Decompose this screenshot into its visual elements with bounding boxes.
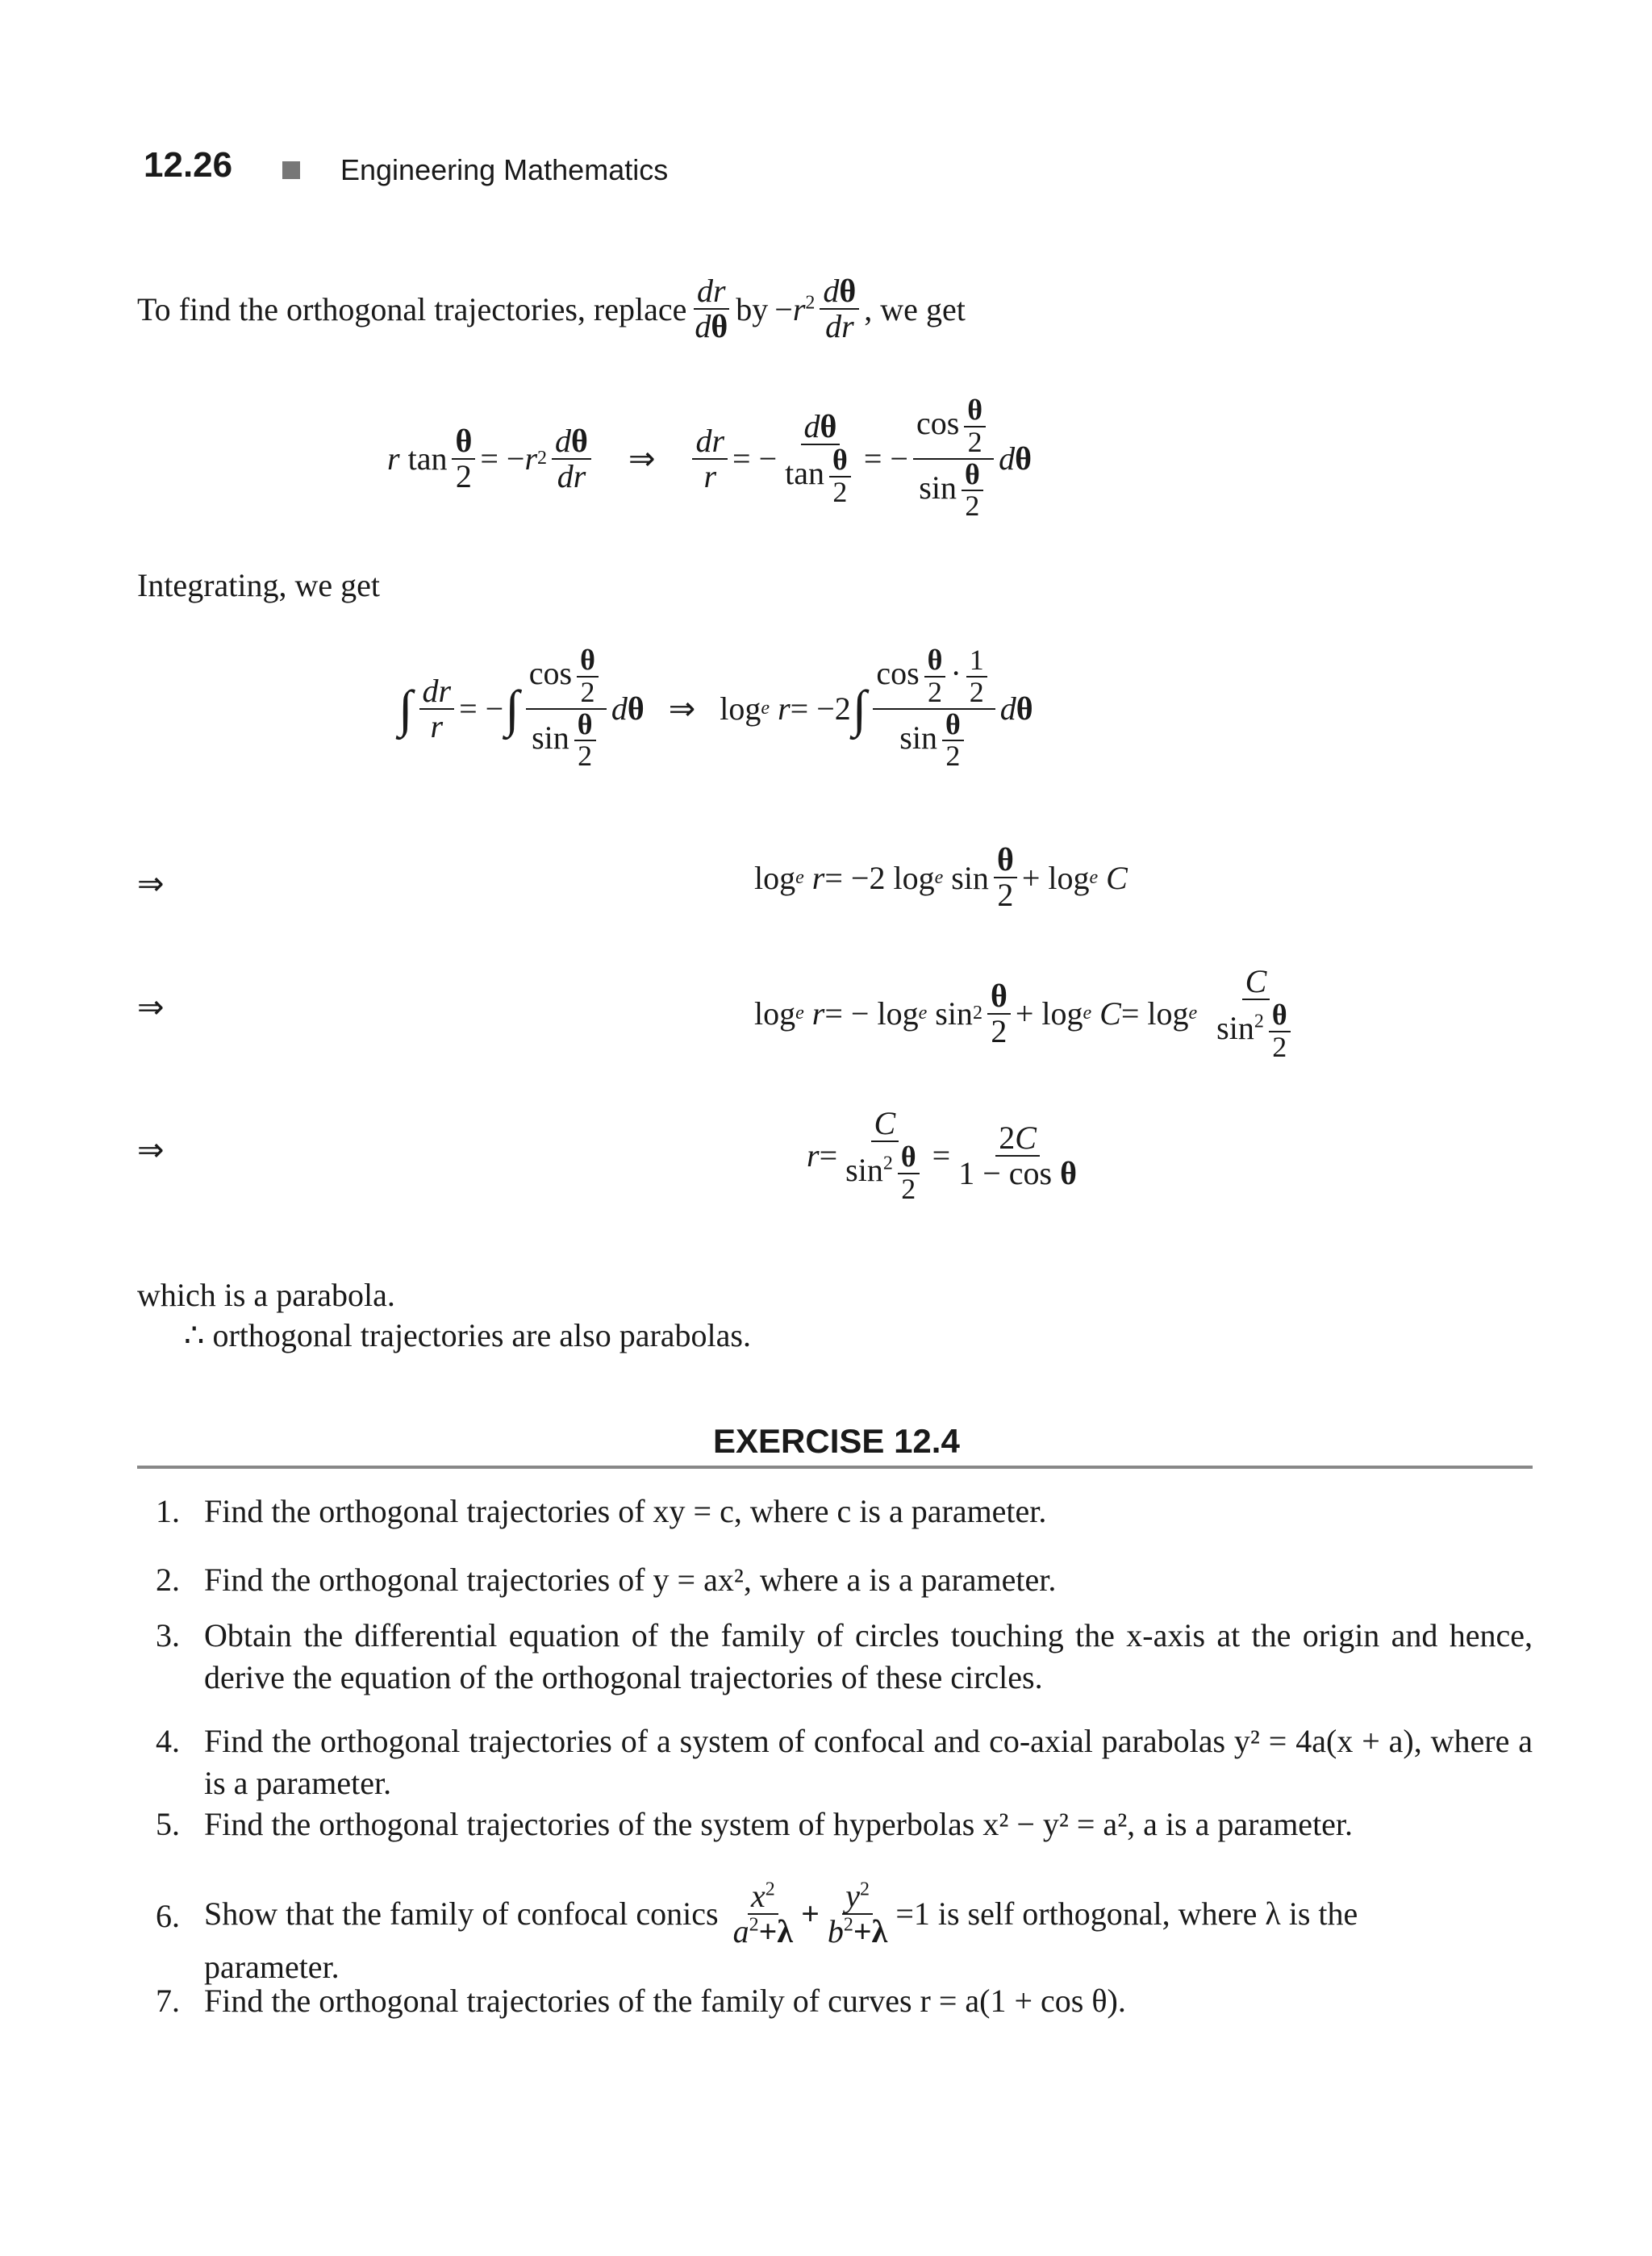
exercise-item-7: 7. Find the orthogonal trajectories of the family of curves r = a(1 + cos θ). — [156, 1983, 1126, 2019]
header-square-icon — [282, 161, 300, 179]
equation-log-2: log e r = − log e sin 2 $\frac{\theta}{2}$ + log e C = log e C $\sin^2$ $\frac{\theta}{2}$ — [754, 965, 1304, 1063]
integrating-text: Integrating, we get — [137, 567, 380, 603]
exercise-item-6: 6. Show that the family of confocal conics $\frac{x^2}{a^2+\lambda}$ + $\frac{y^2}{b^2+\lambda}$ =1 is self orthogonal, where λ is the parameter. — [156, 1878, 1358, 1985]
equation-parabola: r = C $\sin^2$ $\frac{\theta}{2}$ = $\frac{2C}{\text{1 − cos θ}}$ — [807, 1105, 1077, 1205]
equation-substitution: r tan $\frac{\theta}{2}$ = − r 2 $\frac{d\theta}{dr}$ ⇒ $\frac{dr}{r}$ = − dθ tan $\frac{\theta}{2}$ = − cos $\frac{\theta}{2}$ sin $\frac{\theta}{2}$ d θ — [387, 394, 1032, 523]
implies-arrow: ⇒ — [137, 865, 165, 902]
exercise-item-2: 2. Find the orthogonal trajectories of y = ax², where a is a parameter. — [156, 1562, 1057, 1598]
exercise-item-1: 1. Find the orthogonal trajectories of xy = c, where c is a parameter. — [156, 1493, 1047, 1529]
page-number: 12.26 — [144, 145, 233, 185]
intro-by: by — [736, 290, 769, 327]
exercise-item-4: 4. Find the orthogonal trajectories of a system of confocal and co-axial parabolas y² = 4a(x + a), where a is a parameter. — [156, 1723, 1533, 1801]
exercise-item-5: 5. Find the orthogonal trajectories of the system of hyperbolas x² − y² = a², a is a parameter. — [156, 1806, 1354, 1842]
equation-log-1: log e r = −2 log e sin $\frac{\theta}{2}$ + log e C — [754, 841, 1128, 913]
intro-after: , we get — [864, 290, 966, 327]
intro-line: To find the orthogonal trajectories, replace $\frac{dr}{d\theta}$ by $-r^2$ $\frac{d\theta}{dr}$ , we get — [137, 273, 966, 344]
conclusion-line-2: ∴ orthogonal trajectories are also parabolas. — [184, 1317, 751, 1353]
implies-arrow: ⇒ — [137, 1132, 165, 1168]
dtheta-dr-fraction: $\frac{d\theta}{dr}$ — [820, 274, 859, 344]
dr-dtheta-fraction: $\frac{dr}{d\theta}$ — [695, 273, 728, 344]
exercise-title: EXERCISE 12.4 — [713, 1422, 960, 1460]
exercise-rule — [137, 1466, 1533, 1469]
equation-integration: ∫ $\frac{dr}{r}$ = − ∫ cos $\frac{\theta}{2}$ sin $\frac{\theta}{2}$ d θ ⇒ log e r = −2 ∫ cos $\frac{\theta}{2}$ · $\frac{1}{2}$ sin $\frac{\theta}{2}$ d θ — [398, 644, 1033, 773]
intro-text: To find the orthogonal trajectories, replace — [137, 290, 687, 327]
exercise-item-3: 3. Obtain the differential equation of the family of circles touching the x-axis at the origin and hence, derive the equation of the orthogonal trajectories of these circles. — [156, 1617, 1533, 1695]
book-title: Engineering Mathematics — [340, 153, 669, 186]
implies-arrow: ⇒ — [137, 989, 165, 1025]
conclusion-line-1: which is a parabola. — [137, 1277, 395, 1313]
